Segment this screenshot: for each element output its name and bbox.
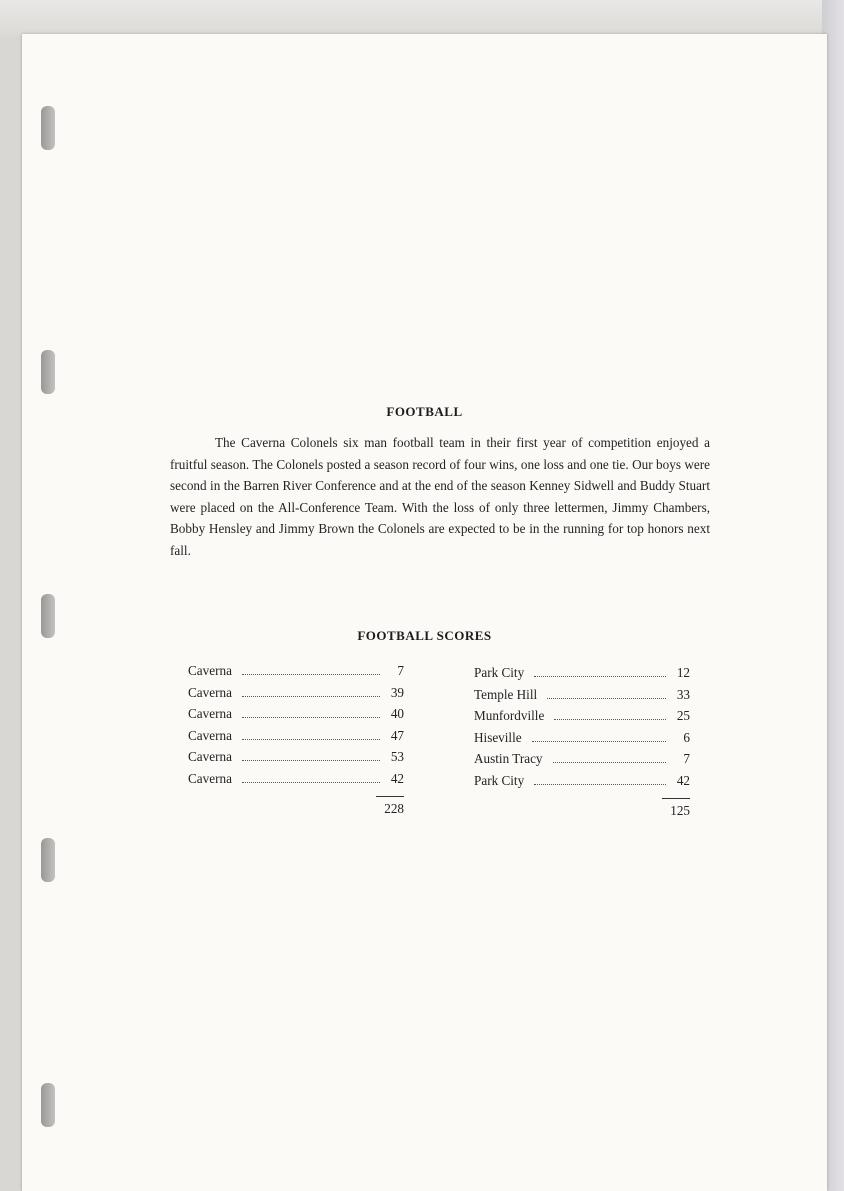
dot-leader	[554, 719, 666, 720]
score-row	[188, 685, 404, 707]
team-name: Caverna	[188, 727, 232, 743]
team-points: 40	[390, 706, 404, 722]
score-row	[474, 751, 690, 773]
team-name: Caverna	[188, 706, 232, 722]
team-name: Caverna	[188, 663, 232, 678]
dot-leader	[242, 674, 380, 675]
score-row	[188, 728, 404, 750]
team-name: Temple Hill	[474, 686, 538, 702]
team-name: Park City	[474, 665, 525, 680]
team-points: 7	[397, 663, 404, 678]
team-name: Munfordville	[474, 708, 545, 724]
score-row	[474, 730, 690, 752]
team-name: Austin Tracy	[474, 751, 543, 767]
total-rule	[662, 798, 690, 800]
dot-leader	[553, 762, 666, 763]
team-points: 39	[390, 684, 404, 700]
binder-hole	[41, 106, 55, 150]
dot-leader	[242, 760, 380, 761]
dot-leader	[242, 782, 380, 783]
dot-leader	[534, 676, 666, 677]
score-row	[474, 708, 690, 730]
yearbook-page	[22, 34, 827, 1191]
binder-hole	[41, 350, 55, 394]
team-points: 7	[683, 751, 690, 767]
score-row	[474, 687, 690, 709]
team-points: 6	[683, 729, 690, 745]
team-name: Park City	[474, 772, 525, 788]
score-row	[188, 771, 404, 793]
team-points: 33	[676, 686, 690, 702]
dot-leader	[242, 717, 380, 718]
dot-leader	[242, 739, 380, 740]
team-points: 12	[676, 665, 690, 680]
opponent-scores-column	[474, 665, 690, 819]
team-name: Caverna	[188, 749, 232, 765]
score-row	[474, 773, 690, 795]
scores-title: FOOTBALL SCORES	[357, 628, 492, 643]
total-rule	[376, 796, 404, 798]
score-row	[188, 663, 404, 685]
article-title: FOOTBALL	[386, 404, 463, 419]
team-points: 25	[676, 708, 690, 724]
opponents-total: 125	[670, 803, 690, 819]
dot-leader	[534, 784, 666, 785]
scan-backdrop-top	[0, 0, 844, 36]
team-points: 47	[390, 727, 404, 743]
team-name: Caverna	[188, 684, 232, 700]
score-row	[188, 749, 404, 771]
team-points: 42	[390, 770, 404, 786]
team-name: Hiseville	[474, 729, 522, 745]
team-name: Caverna	[188, 770, 232, 786]
team-points: 53	[390, 749, 404, 765]
score-row	[188, 706, 404, 728]
dot-leader	[242, 696, 380, 697]
home-total: 228	[384, 801, 404, 817]
score-row	[474, 665, 690, 687]
dot-leader	[547, 698, 666, 699]
binder-hole	[41, 1083, 55, 1127]
team-points: 42	[676, 772, 690, 788]
article-body: The Caverna Colonels six man football team in their first year of competition enjoyed a fruitful season. The Colonels posted a season record of four wins, one loss and one tie. Our boys were second in the Barren River Conference and at the end of the season Kenney Sidwell and Buddy Stuart were placed on the All-Conference Team. With the loss of only three lettermen, Jimmy Chambers, Bobby Hensley and Jimmy Brown the Colonels are expected to be in the running for top honors next fall.	[170, 435, 710, 558]
binder-hole	[41, 838, 55, 882]
dot-leader	[532, 741, 666, 742]
home-scores-column	[188, 663, 404, 817]
